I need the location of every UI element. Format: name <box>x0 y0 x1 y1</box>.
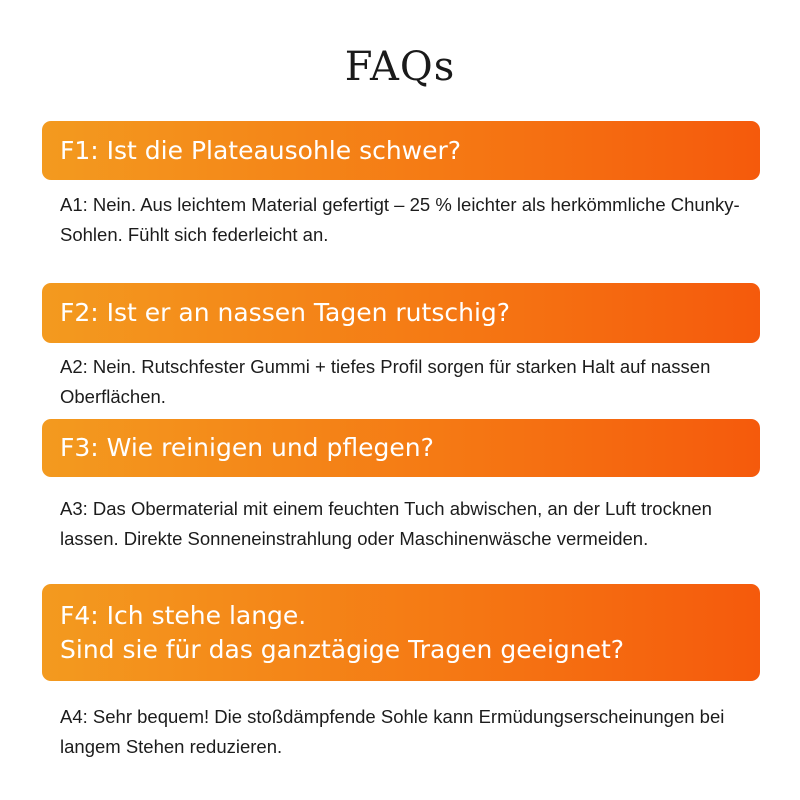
faq-question-3-line-1: F3: Wie reinigen und pflegen? <box>60 433 434 462</box>
page-title: FAQs <box>344 44 456 90</box>
faq-question-4 <box>42 584 760 681</box>
faq-question-2-line-1: F2: Ist er an nassen Tagen rutschig? <box>60 298 511 327</box>
faq-answer-4: A4: Sehr bequem! Die stoßdämpfende Sohle kann Ermüdungserscheinungen bei langem Stehen reduzieren. <box>60 706 725 757</box>
faq-answer-2: A2: Nein. Rutschfester Gummi + tiefes Profil sorgen für starken Halt auf nassen Oberflächen. <box>60 356 711 407</box>
faq-answer-1: A1: Nein. Aus leichtem Material gefertigt – 25 % leichter als herkömmliche Chunky-Sohlen. Fühlt sich federleicht an. <box>60 194 740 245</box>
faq-question-1 <box>42 121 760 180</box>
faq-question-2 <box>42 283 760 343</box>
faq-question-4-line-2: Sind sie für das ganztägige Tragen geeignet? <box>60 634 625 664</box>
faq-question-4-line-1: F4: Ich stehe lange. <box>60 600 307 630</box>
faq-answer-3: A3: Das Obermaterial mit einem feuchten Tuch abwischen, an der Luft trocknen lassen. Direkte Sonneneinstrahlung oder Maschinenwäsche vermeiden. <box>60 498 712 549</box>
faq-question-3 <box>42 419 760 477</box>
faq-question-1-line-1: F1: Ist die Plateausohle schwer? <box>60 135 462 165</box>
